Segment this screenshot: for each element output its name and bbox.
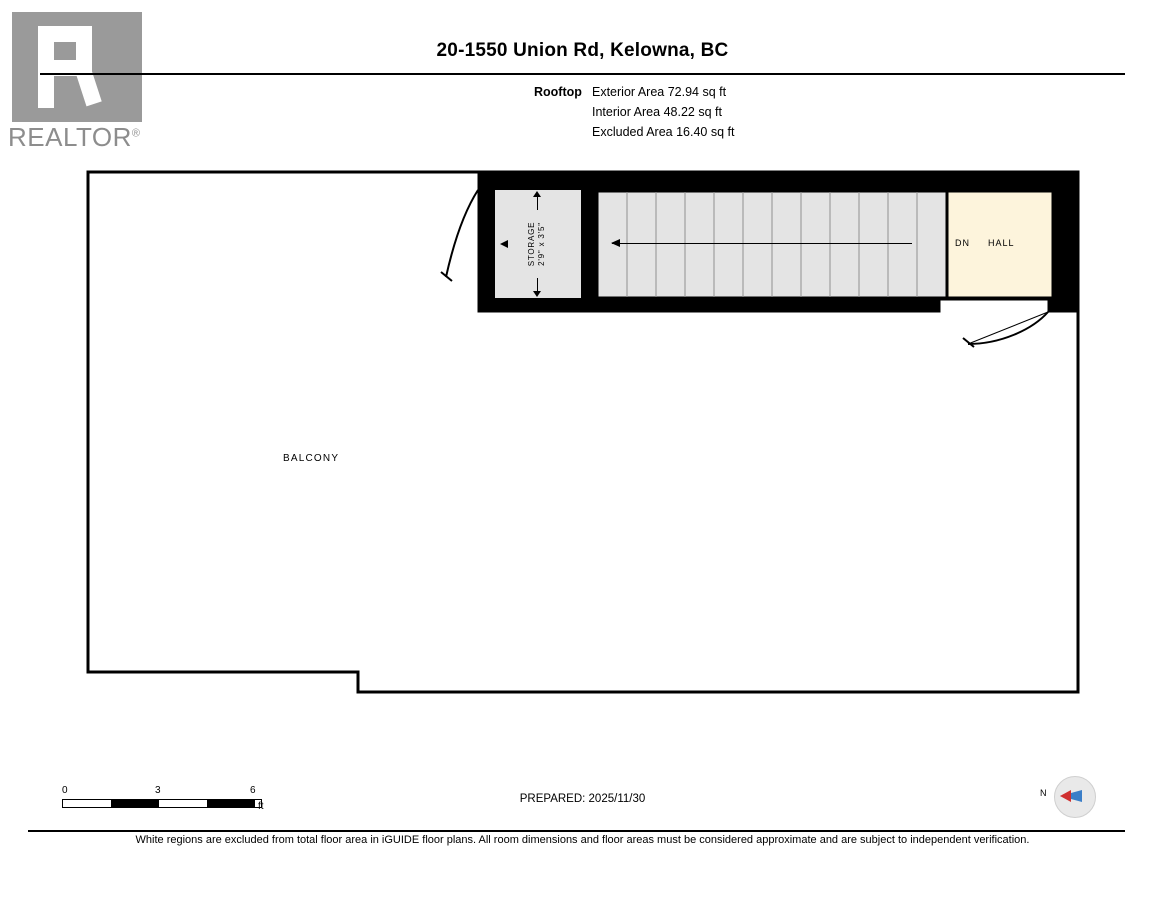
compass-needle-red — [1060, 790, 1071, 802]
stairs-direction-arrow-icon — [612, 243, 912, 244]
level-label: Rooftop — [534, 85, 582, 99]
prepared-date: PREPARED: 2025/11/30 — [519, 793, 646, 805]
room-label-storage — [527, 222, 547, 267]
area-exterior: Exterior Area 72.94 sq ft — [592, 85, 727, 99]
hall-door-opening — [968, 312, 1048, 344]
room-label-storage-name: STORAGE — [527, 221, 536, 267]
page-title: 20-1550 Union Rd, Kelowna, BC — [436, 40, 729, 61]
compass-north-label: N — [1040, 788, 1047, 798]
room-label-balcony: BALCONY — [283, 453, 340, 464]
storage-dimension-arrow-up-icon — [537, 196, 538, 210]
scale-tick-0: 0 — [62, 785, 68, 796]
disclaimer-text: White regions are excluded from total floor area in iGUIDE floor plans. All room dimensions and floor areas must be considered approximate and are subject to independent verification. — [135, 834, 1030, 846]
area-excluded: Excluded Area 16.40 sq ft — [592, 125, 735, 139]
storage-door-swing-icon — [446, 190, 478, 277]
storage-entry-arrow-icon — [500, 240, 508, 248]
room-label-hall: HALL — [988, 238, 1015, 248]
scale-unit-label: ft — [258, 801, 264, 812]
stairs-down-label: DN — [955, 238, 970, 248]
registered-mark: ® — [131, 127, 141, 140]
area-interior: Interior Area 48.22 sq ft — [592, 105, 722, 119]
footer-divider — [28, 830, 1125, 832]
room-label-storage-dims: 2'9" x 3'5" — [537, 222, 546, 266]
storage-dimension-arrow-down-icon — [537, 278, 538, 292]
scale-tick-6: 6 — [250, 785, 256, 796]
scale-tick-3: 3 — [155, 785, 161, 796]
realtor-wordmark-text: REALTOR — [8, 122, 132, 152]
compass-icon — [1040, 772, 1098, 820]
